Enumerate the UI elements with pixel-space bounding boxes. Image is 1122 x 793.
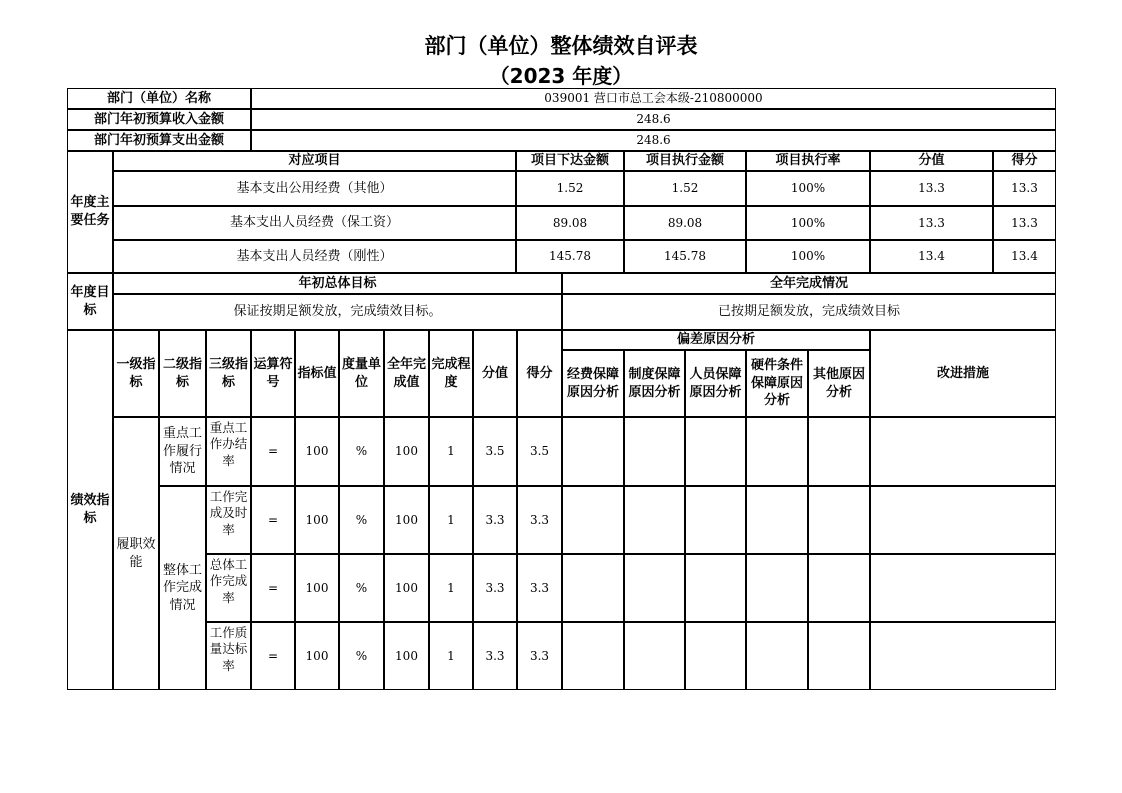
perf-dev-staff-cell (685, 486, 746, 554)
perf-target-cell: 100 (295, 622, 339, 690)
perf-side-label: 绩效指标 (67, 330, 113, 690)
perf-annual-cell: 100 (384, 554, 429, 622)
task-row-got: 13.4 (993, 240, 1056, 273)
perf-header-got: 得分 (517, 330, 562, 417)
perf-dev-hardware-cell (746, 417, 808, 486)
task-row-project: 基本支出人员经费（刚性） (113, 240, 516, 273)
tasks-header-project: 对应项目 (113, 151, 516, 171)
perf-header-level2: 二级指标 (159, 330, 206, 417)
perf-got-cell: 3.3 (517, 554, 562, 622)
perf-header-level1: 一级指标 (113, 330, 159, 417)
perf-operator-cell: = (251, 622, 295, 690)
perf-header-dev-system: 制度保障原因分析 (624, 350, 685, 417)
perf-operator-cell: = (251, 486, 295, 554)
perf-unit-cell: % (339, 622, 384, 690)
perf-score-cell: 3.3 (473, 622, 517, 690)
perf-operator-cell: = (251, 417, 295, 486)
perf-score-cell: 3.3 (473, 486, 517, 554)
dept-name-label: 部门（单位）名称 (67, 88, 251, 109)
perf-improve-cell (870, 486, 1056, 554)
perf-header-level3: 三级指标 (206, 330, 251, 417)
perf-header-dev-other: 其他原因分析 (808, 350, 870, 417)
perf-header-degree: 完成程度 (429, 330, 473, 417)
task-row-executed: 1.52 (624, 171, 746, 206)
perf-header-dev-hardware: 硬件条件保障原因分析 (746, 350, 808, 417)
income-label: 部门年初预算收入金额 (67, 109, 251, 130)
perf-dev-hardware-cell (746, 554, 808, 622)
perf-header-deviation: 偏差原因分析 (562, 330, 870, 350)
perf-header-operator: 运算符号 (251, 330, 295, 417)
goals-completion-text: 已按期足额发放，完成绩效目标 (562, 294, 1056, 330)
perf-level1-cell: 履职效能 (113, 417, 159, 690)
task-row-executed: 145.78 (624, 240, 746, 273)
task-row-rate: 100% (746, 240, 870, 273)
task-row-got: 13.3 (993, 206, 1056, 240)
perf-dev-other-cell (808, 622, 870, 690)
perf-header-dev-funding: 经费保障原因分析 (562, 350, 624, 417)
perf-level2-cell: 整体工作完成情况 (159, 486, 206, 690)
expense-value: 248.6 (251, 130, 1056, 151)
perf-dev-staff-cell (685, 622, 746, 690)
task-row-allocated: 89.08 (516, 206, 624, 240)
perf-degree-cell: 1 (429, 554, 473, 622)
task-row-rate: 100% (746, 206, 870, 240)
perf-header-target: 指标值 (295, 330, 339, 417)
page-subtitle: （2023 年度） (489, 64, 633, 88)
perf-dev-staff-cell (685, 554, 746, 622)
task-row-rate: 100% (746, 171, 870, 206)
perf-degree-cell: 1 (429, 417, 473, 486)
goals-side-label: 年度目标 (67, 273, 113, 330)
goals-completion-header: 全年完成情况 (562, 273, 1056, 294)
perf-dev-other-cell (808, 554, 870, 622)
perf-annual-cell: 100 (384, 486, 429, 554)
tasks-header-got: 得分 (993, 151, 1056, 171)
task-row-score: 13.3 (870, 171, 993, 206)
expense-label: 部门年初预算支出金额 (67, 130, 251, 151)
perf-dev-system-cell (624, 417, 685, 486)
perf-got-cell: 3.3 (517, 622, 562, 690)
perf-header-dev-staff: 人员保障原因分析 (685, 350, 746, 417)
perf-dev-system-cell (624, 622, 685, 690)
perf-got-cell: 3.3 (517, 486, 562, 554)
perf-improve-cell (870, 417, 1056, 486)
perf-dev-funding-cell (562, 486, 624, 554)
perf-dev-hardware-cell (746, 622, 808, 690)
perf-level3-cell: 总体工作完成率 (206, 554, 251, 622)
task-row-score: 13.4 (870, 240, 993, 273)
task-row-project: 基本支出人员经费（保工资） (113, 206, 516, 240)
perf-annual-cell: 100 (384, 417, 429, 486)
perf-header-annual: 全年完成值 (384, 330, 429, 417)
perf-degree-cell: 1 (429, 486, 473, 554)
perf-dev-hardware-cell (746, 486, 808, 554)
perf-header-score: 分值 (473, 330, 517, 417)
perf-improve-cell (870, 554, 1056, 622)
perf-improve-cell (870, 622, 1056, 690)
perf-got-cell: 3.5 (517, 417, 562, 486)
perf-annual-cell: 100 (384, 622, 429, 690)
perf-unit-cell: % (339, 554, 384, 622)
task-row-score: 13.3 (870, 206, 993, 240)
perf-unit-cell: % (339, 486, 384, 554)
goals-target-text: 保证按期足额发放，完成绩效目标。 (113, 294, 562, 330)
perf-level3-cell: 工作完成及时率 (206, 486, 251, 554)
perf-header-unit: 度量单位 (339, 330, 384, 417)
page-title: 部门（单位）整体绩效自评表 (424, 34, 698, 58)
perf-dev-system-cell (624, 554, 685, 622)
dept-name-value: 039001 营口市总工会本级-210800000 (251, 88, 1056, 109)
perf-score-cell: 3.3 (473, 554, 517, 622)
perf-unit-cell: % (339, 417, 384, 486)
perf-dev-funding-cell (562, 622, 624, 690)
perf-dev-funding-cell (562, 417, 624, 486)
task-row-project: 基本支出公用经费（其他） (113, 171, 516, 206)
perf-score-cell: 3.5 (473, 417, 517, 486)
perf-level3-cell: 工作质量达标率 (206, 622, 251, 690)
task-row-allocated: 145.78 (516, 240, 624, 273)
task-row-got: 13.3 (993, 171, 1056, 206)
tasks-side-label: 年度主要任务 (67, 151, 113, 273)
perf-level3-cell: 重点工作办结率 (206, 417, 251, 486)
tasks-header-rate: 项目执行率 (746, 151, 870, 171)
perf-dev-system-cell (624, 486, 685, 554)
task-row-allocated: 1.52 (516, 171, 624, 206)
tasks-header-allocated: 项目下达金额 (516, 151, 624, 171)
perf-level2-cell: 重点工作履行情况 (159, 417, 206, 486)
goals-target-header: 年初总体目标 (113, 273, 562, 294)
perf-dev-funding-cell (562, 554, 624, 622)
perf-dev-staff-cell (685, 417, 746, 486)
task-row-executed: 89.08 (624, 206, 746, 240)
tasks-header-score: 分值 (870, 151, 993, 171)
perf-operator-cell: = (251, 554, 295, 622)
tasks-header-executed: 项目执行金额 (624, 151, 746, 171)
perf-header-improve: 改进措施 (870, 330, 1056, 417)
perf-target-cell: 100 (295, 486, 339, 554)
perf-dev-other-cell (808, 417, 870, 486)
perf-target-cell: 100 (295, 417, 339, 486)
perf-dev-other-cell (808, 486, 870, 554)
perf-target-cell: 100 (295, 554, 339, 622)
perf-degree-cell: 1 (429, 622, 473, 690)
income-value: 248.6 (251, 109, 1056, 130)
